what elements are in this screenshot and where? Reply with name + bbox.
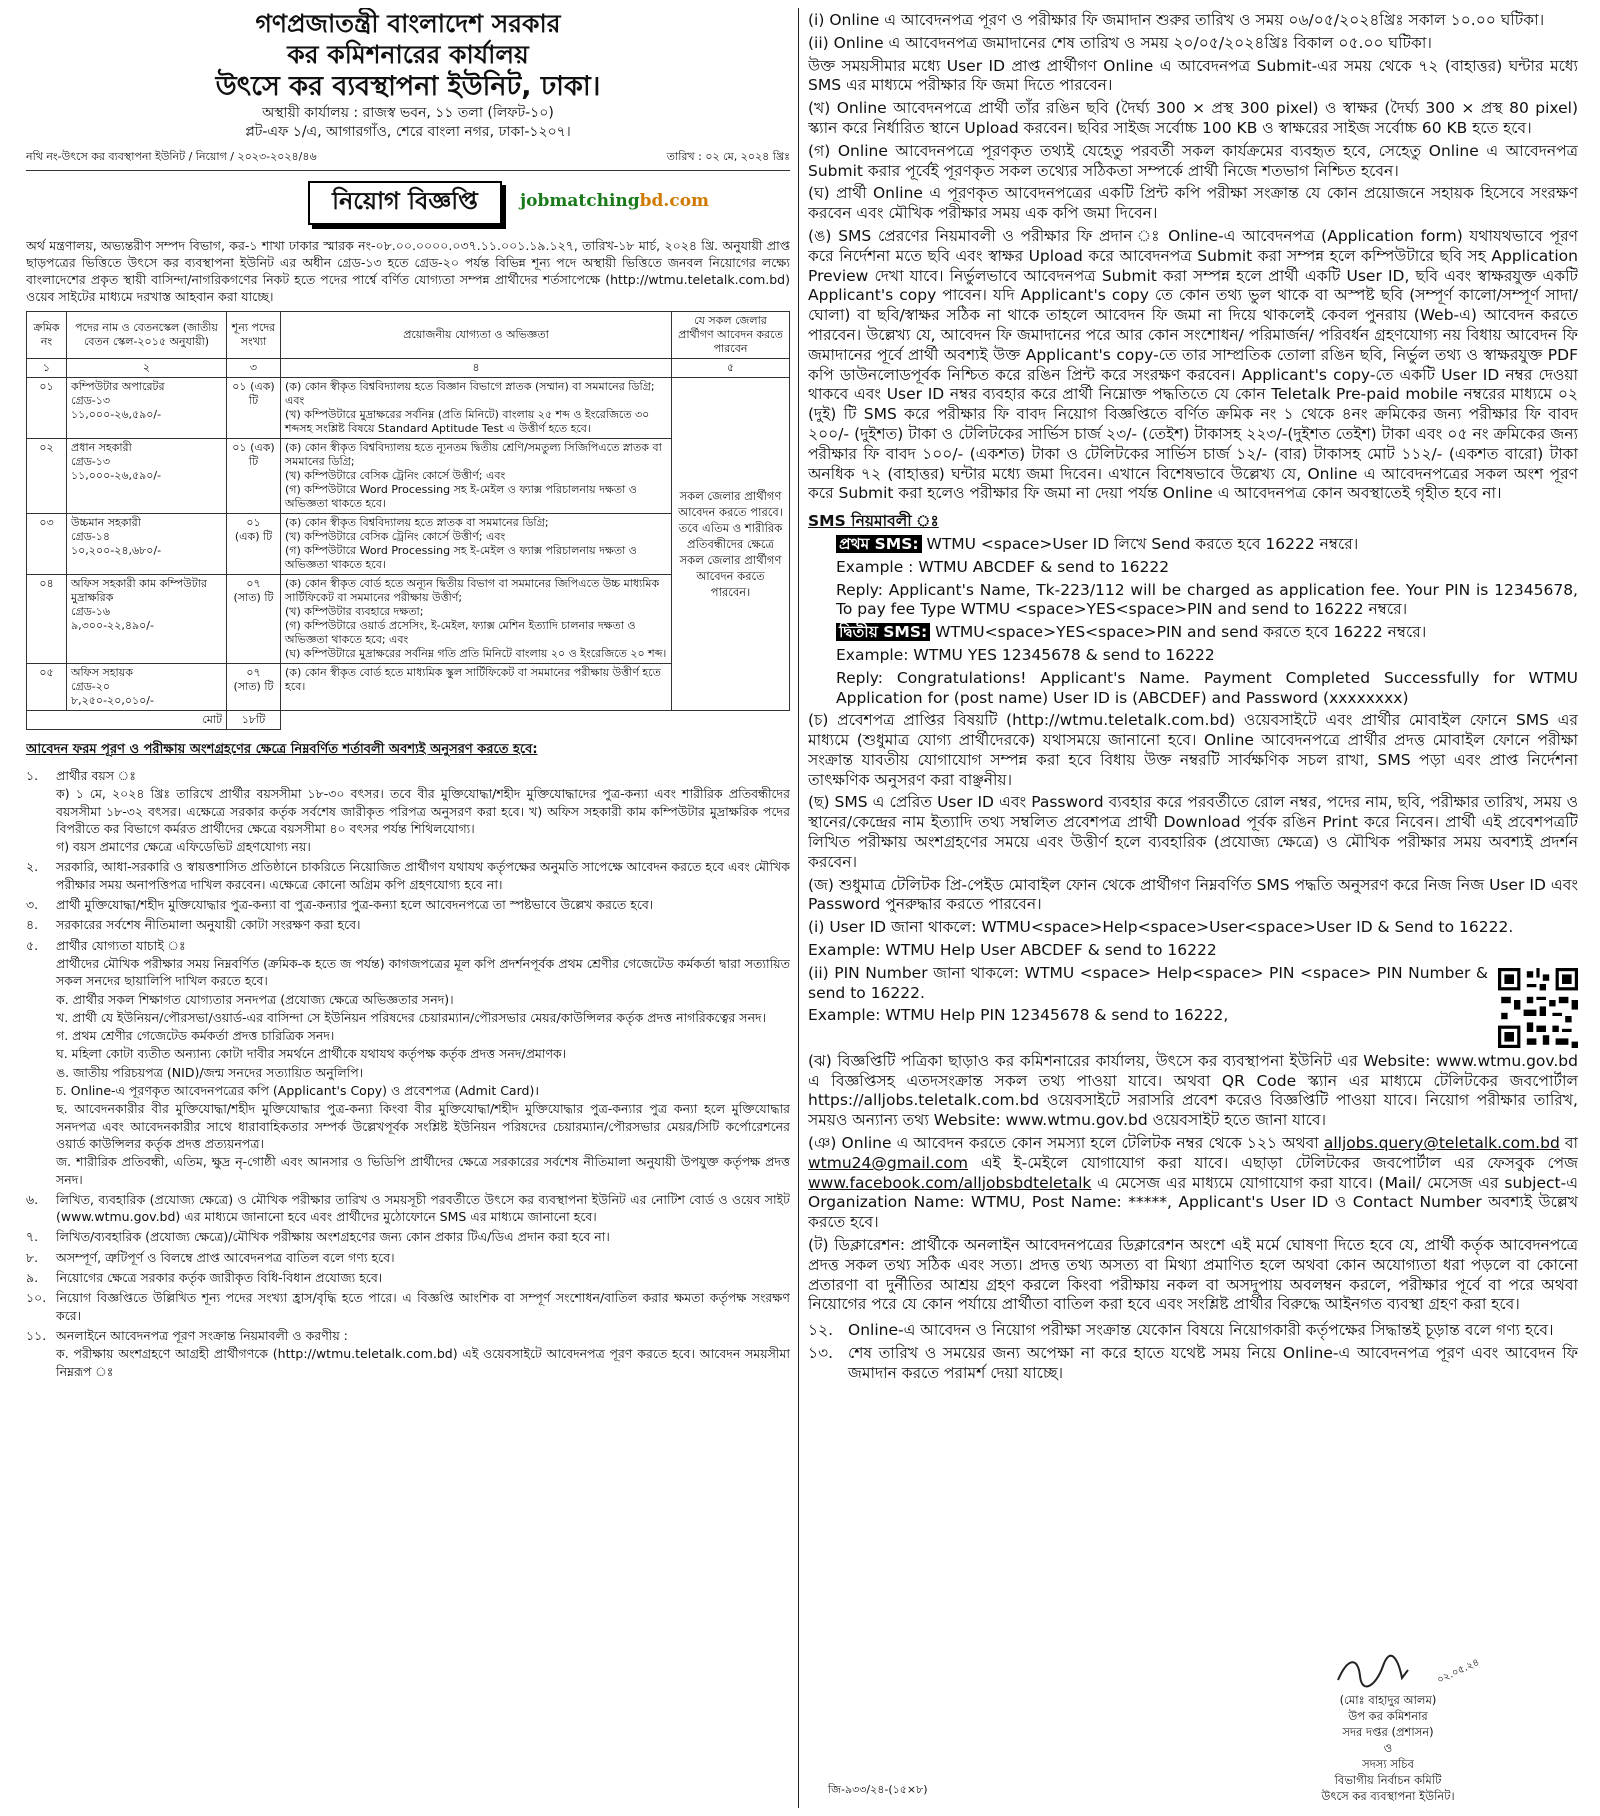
sms-rules [808, 535, 1578, 708]
contact-text-d: এ মেসেজ এর মাধ্যমে যোগাযোগ করা যাবে। (Mail/ মেসেজ এর subject-এ Organization Name: WTMU, Post Name: *****, Applicant's User ID ও Contact Number অবশ্যই উল্লেখ করতে হবে। [808, 1173, 1578, 1232]
title-row [26, 179, 790, 233]
row-requirement [281, 514, 672, 575]
th-requirement: প্রয়োজনীয় যোগ্যতা ও অভিজ্ঞতা [281, 312, 672, 359]
condition-item [26, 1228, 790, 1245]
condition-item [26, 916, 790, 933]
signer-title: উপ কর কমিশনার [1348, 1709, 1428, 1723]
post-grade: গ্রেড-১৩ [71, 455, 111, 468]
watermark-part-a: jobmatching [520, 191, 640, 211]
count: ০১ [246, 516, 261, 529]
row-serial: ০৫ [27, 664, 67, 711]
sms-second-example: Example: WTMU YES 12345678 & send to 16222 [836, 645, 1215, 664]
condition-text: নিয়োগের ক্ষেত্রে সরকার কর্তৃক জারীকৃত বিধি-বিধান প্রযোজ্য হবে। [56, 1270, 383, 1286]
data-accuracy-rule: (গ) Online আবেদনপত্রে পূরণকৃত তথ্যই যেহেতু পরবর্তী সকল কার্যক্রমের ব্যবহৃত হবে, সেহেতু Online এ আবেদনপত্র Submit করার পূর্বেই পূরণকৃত সকল তথ্যের সঠিকতা সম্পর্কে প্রার্থী নিজে শতভাগ নিশ্চিত হবেন। [808, 141, 1578, 180]
memo-number: নথি নং-উৎসে কর ব্যবস্থাপনা ইউনিট / নিয়োগ / ২০২৩-২০২৪/৪৬ [26, 150, 317, 163]
condition-text: লিখিত/ব্যবহারিক (প্রযোজ্য ক্ষেত্রে)/মৌখিক পরীক্ষায় অংশগ্রহণের জন্য কোন প্রকার টিএ/ডিএ প্রদান করা হবে না। [56, 1229, 610, 1245]
count-unit: টি [248, 455, 259, 468]
row-serial: ০৩ [27, 514, 67, 575]
sms-fee-rule: (ঙ) SMS প্রেরণের নিয়মাবলী ও পরীক্ষার ফি প্রদান ঃ Online-এ আবেদনপত্র (Application form) যথাযথভাবে পূরণ করে নির্দেশনা মতে ছবি এবং স্বাক্ষর Upload করে আবেদনপত্র Submit করা সম্পন্ন হলে কম্পিউটারে ছবি সহ Application Preview দেখা যাবে। নির্ভুলভাবে আবেদনপত্র Submit করা সম্পন্ন হলে প্রার্থী একটি User ID, ছবি এবং স্বাক্ষরযুক্ত একটি Applicant's copy পাবেন। যদি Applicant's copy তে কোন তথ্য ভুল থাকে বা অস্পষ্ট ছবি (সম্পূর্ণ কালো/সম্পূর্ণ সাদা/ঘোলা) বা ছবি/স্বাক্ষর সঠিক না থাকে তাহলে আবেদন ফি জমা না দিয়ে থাকলেই কেবল পুনরায় (Web-এ) আবেদন করতে পারবেন। উল্লেখ্য যে, আবেদন ফি জমাদানের পরে আর কোন সংশোধন/ পরিমার্জন/ পরিবর্ধন গ্রহণযোগ্য নয় বিধায় আবেদন ফি জমাদানের পূর্বে প্রার্থী অবশ্যই উক্ত Applicant's copy-তে তার সাম্প্রতিক তোলা রঙিন ছবি, নির্ভুল তথ্য ও স্বাক্ষরযুক্ত PDF কপি ডাউনলোডপূর্বক নিশ্চিত করে রঙিন প্রিন্ট করে সংরক্ষণ করবেন। Applicant's copy-তে একটি User ID নম্বর দেওয়া থাকবে এবং User ID নম্বর ব্যবহার করে প্রার্থী নিম্নোক্ত পদ্ধতিতে যে কোন Teletalk Pre-paid mobile নম্বরের মাধ্যমে ০২ (দুই) টি SMS করে পরীক্ষার ফি বাবদ নিয়োগ বিজ্ঞপ্তিতে বর্ণিত ক্রমিক নং ১ থেকে ৪নং ক্রমিকের জন্য পরীক্ষার ফি বাবদ ২০০/- (দুইশত) টাকা ও টেলিটকের সার্ভিস চার্জ ২৩/- (তেইশ) টাকাসহ ২২৩/-(দুইশত তেইশ) টাকা এবং ০৫ নং ক্রমিকের জন্য পরীক্ষার ফি বাবদ ১০০/- (একশত) টাকা ও টেলিটকের সার্ভিস চার্জ ১২/- (বার) টাকাসহ মোট ১১২/- (একশত বারো) টাকা অনধিক ৭২ (বাহাত্তর) ঘন্টার মধ্যে জমা দিবেন। এখানে বিশেষভাবে উল্লেখ্য যে, Online এ আবেদনপত্রের সকল অংশ পূরণ করে Submit করা হলেও পরীক্ষার ফি জমা না দেয়া পর্যন্ত Online এ আবেদনপত্র কোন অবস্থাতেই গৃহীত হবে না। [808, 226, 1578, 503]
download-admit-rule: (ছ) SMS এ প্রেরিত User ID এবং Password ব্যবহার করে পরবর্তীতে রোল নম্বর, পদের নাম, ছবি, পরীক্ষার তারিখ, সময় ও স্থানের/কেন্দ্রের নাম ইত্যাদি তথ্য সম্বলিত প্রবেশপত্র প্রার্থী Download পূর্বক রঙিন Print করে নিবেন। প্রার্থী এই প্রবেশপত্রটি লিখিত পরীক্ষায় অংশগ্রহণের সময়ে এবং উত্তীর্ণ হলে ব্যবহারিক (প্রযোজ্য ক্ষেত্রে) ও মৌখিক পরীক্ষার সময় অবশ্যই প্রদর্শন করবেন। [808, 793, 1578, 871]
sms-second-text: WTMU<space>YES<space>PIN and send করতে হবে 16222 নম্বরে। [930, 623, 1427, 642]
col-num: ৫ [672, 359, 790, 378]
support-email-link[interactable]: alljobs.query@teletalk.com.bd [1323, 1134, 1560, 1153]
condition-text: নিয়োগ বিজ্ঞপ্তিতে উল্লিখিত শূন্য পদের সংখ্যা হ্রাস/বৃদ্ধি হতে পারে। এ বিজ্ঞপ্তি আংশিক বা সম্পূর্ণ সংশোধন/বাতিল করার ক্ষমতা কর্তৃপক্ষ সংরক্ষণ করে। [56, 1290, 790, 1323]
condition-item [26, 896, 790, 913]
condition-item [26, 858, 790, 893]
post-pay: ১১,০০০-২৬,৫৯০/- [71, 408, 162, 421]
table-number-row [27, 359, 790, 378]
condition-number: ৬. [26, 1191, 39, 1207]
condition-number: ৮. [26, 1249, 39, 1265]
condition-number: ১১. [26, 1327, 47, 1343]
unit-name: উৎসে কর ব্যবস্থাপনা ইউনিট, ঢাকা। [215, 71, 601, 102]
signer-office: সদর দপ্তর (প্রশাসন) [1342, 1725, 1434, 1739]
row-count [227, 664, 281, 711]
condition-sub: ক. পরীক্ষায় অংশগ্রহণে আগ্রহী প্রার্থীগণকে (http://wtmu.teletalk.com.bd) এই ওয়েবসাইটে আবেদনপত্র পূরণ করতে হবে। আবেদন সময়সীমা নিম্নরূপ ঃ [56, 1346, 790, 1379]
signature-scribble-icon [1328, 1652, 1448, 1692]
post-pay: ৯,৩০০-২২,৪৯০/- [71, 619, 154, 632]
signer-unit: উৎসে কর ব্যবস্থাপনা ইউনিট। [1321, 1789, 1455, 1803]
condition-item [26, 1249, 790, 1266]
condition-number: ৫. [26, 937, 39, 953]
row-count [227, 514, 281, 575]
row-serial: ০২ [27, 439, 67, 514]
row-count [227, 575, 281, 664]
total-label: মোট [27, 711, 227, 730]
column-divider [798, 8, 799, 1808]
condition-number: ৯. [26, 1270, 39, 1286]
govt-name: গণপ্রজাতন্ত্রী বাংলাদেশ সরকার [255, 9, 561, 38]
condition-sub: জ. শারীরিক প্রতিবন্ধী, এতিম, ক্ষুদ্র নৃ-গোষ্ঠী এবং আনসার ও ভিডিপি প্রার্থীদের ক্ষেত্রে সরকারের সর্বশেষ নীতিমালা অনুযায়ী উপযুক্ত কর্তৃপক্ষ প্রদত্ত সনদ। [56, 1154, 790, 1187]
condition-sub: চ. Online-এ পূরণকৃত আবেদনপত্রের কপি (Applicant's Copy) ও প্রবেশপত্র (Admit Card)। [56, 1083, 540, 1099]
condition-item [26, 937, 790, 954]
notice-title: নিয়োগ বিজ্ঞপ্তি [308, 181, 502, 225]
post-grade: গ্রেড-১৩ [71, 394, 111, 407]
condition-item [26, 1327, 790, 1344]
sms-second-reply: Reply: Congratulations! Applicant's Name. Payment Completed Successfully for WTMU Application for (post name) User ID is (ABCDEF) and Password (xxxxxxxx) [836, 668, 1578, 707]
admit-card-rule: (চ) প্রবেশপত্র প্রাপ্তির বিষয়টি (http://wtmu.teletalk.com.bd) ওয়েবসাইটে এবং প্রার্থীর মোবাইল ফোনে SMS এর মাধ্যমে (শুধুমাত্র যোগ্য প্রার্থীদেরকে) যথাসময়ে জানানো হবে। Online আবেদনপত্রে প্রার্থীর প্রদত্ত মোবাইল ফোনে পরীক্ষা সংক্রান্ত যাবতীয় যোগাযোগ সম্পন্ন করা হবে বিধায় উক্ত নম্বরটি সার্বক্ষণিক সচল রাখা, SMS পড়া এবং প্রাপ্ত নির্দেশনা তাৎক্ষণিক অনুসরণ করা বাঞ্ছনীয়। [808, 711, 1578, 789]
table-header-row [27, 312, 790, 359]
row-serial: ০৪ [27, 575, 67, 664]
post-pay: ১১,০০০-২৬,৫৯০/- [71, 469, 162, 482]
condition-number: ৩. [26, 897, 39, 913]
sms-second-label: দ্বিতীয় SMS: [836, 623, 930, 641]
sms-first-text: WTMU <space>User ID লিখে Send করতে হবে 16222 নম্বরে। [921, 534, 1359, 553]
row-post [67, 575, 227, 664]
row-post [67, 514, 227, 575]
watermark-logo [520, 191, 709, 211]
condition-text: প্রার্থী মুক্তিযোদ্ধা/শহীদ মুক্তিযোদ্ধার পুত্র-কন্যা বা পুত্র-কন্যার পুত্র-কন্যা হলে আবেদনপত্রে তা স্পষ্টভাবে উল্লেখ করতে হবে। [56, 897, 654, 913]
th-districts: যে সকল জেলার প্রার্থীগণ আবেদন করতে পারবেন [672, 312, 790, 359]
condition-text: শেষ তারিখ ও সময়ের জন্য অপেক্ষা না করে হাতে যথেষ্ট সময় নিয়ে Online-এ আবেদনপত্র পূরণ এবং আবেদন ফি জমাদান করতে পরামর্শ দেয়া যাচ্ছে। [848, 1344, 1578, 1382]
declaration-rule: (ট) ডিক্লারেশন: প্রার্থীকে অনলাইন আবেদনপত্রের ডিক্লারেশন অংশে এই মর্মে ঘোষণা দিতে হবে যে, প্রার্থী কর্তৃক আবেদনপত্রে প্রদত্ত সকল তথ্য সঠিক এবং সত্য। প্রদত্ত তথ্য অসত্য বা মিথ্যা প্রমাণিত হলে অথবা কোন অযোগ্যতা ধরা পড়লে বা কোনো প্রতারণা বা দুর্নীতির আশ্রয় গ্রহণ করলে কিংবা পরীক্ষায় নকল বা অসদুপায় অবলম্বন করলে, পরীক্ষার পূর্বে বা পরে অথবা নিয়োগের পরে যে কোন পর্যায়ে প্রার্থীতা বাতিল করা হবে এবং সংশ্লিষ্ট প্রার্থীর বিরুদ্ধে আইনগত ব্যবস্থা গ্রহণ করা হবে। [808, 1236, 1578, 1314]
signature-mark [1258, 1652, 1518, 1692]
wtmu-email-link[interactable]: wtmu24@gmail.com [808, 1153, 968, 1172]
post-name: কম্পিউটার অপারেটর [71, 380, 165, 393]
condition-item [26, 1191, 790, 1226]
condition-text: অসম্পূর্ণ, ত্রুটিপূর্ণ ও বিলম্বে প্রাপ্ত আবেদনপত্র বাতিল বলে গণ্য হবে। [56, 1249, 395, 1265]
condition-number: ২. [26, 859, 39, 875]
count-unit: (এক) টি [234, 530, 273, 543]
temp-office: অস্থায়ী কার্যালয় : রাজস্ব ভবন, ১১ তলা (লিফট-১০) [262, 105, 554, 121]
row-serial: ০১ [27, 378, 67, 439]
signature-block [1258, 1652, 1518, 1804]
row-post [67, 378, 227, 439]
condition-item [26, 767, 790, 784]
req-item: (ঘ) কম্পিউটারে মুদ্রাক্ষরের সর্বনিম্ন গতি প্রতি মিনিটে বাংলায় ২০ ও ইংরেজিতে ২০ শব্দ। [285, 647, 667, 660]
post-name: অফিস সহায়ক [71, 666, 133, 679]
req-item: (খ) কম্পিউটারে বেসিক ট্রেনিং কোর্সে উত্তীর্ণ; এবং [285, 469, 506, 482]
recover-pin-block [808, 964, 1578, 1004]
website-info: (ঝ) বিজ্ঞপ্তিটি পত্রিকা ছাড়াও কর কমিশনারের কার্যালয়, উৎসে কর ব্যবস্থাপনা ইউনিট এর Website: www.wtmu.gov.bd এ বিজ্ঞপ্তিসহ এতদসংক্রান্ত সকল তথ্য পাওয়া যাবে। অথবা QR Code স্ক্যান এর মাধ্যমে টেলিটকের জবপোর্টাল https://alljobs.teletalk.com.bd ওয়েবসাইটে সরাসরি প্রবেশ করেও বিজ্ঞপ্তিটি পাওয়া যাবে। নিয়োগ পরীক্ষার তারিখ, সময়ও অন্যান্য তথ্য Website: www.wtmu.gov.bd ওয়েবসাইট হতে জানা যাবে। [808, 1051, 1578, 1130]
req-item: (ক) কোন স্বীকৃত বোর্ড হতে মাধ্যমিক স্কুল সার্টিফিকেট বা সমমানের পরীক্ষায় উত্তীর্ণ হতে হবে। [285, 666, 661, 693]
req-item: (ক) কোন স্বীকৃত বোর্ড হতে অন্যূন দ্বিতীয় বিভাগ বা সমমানের জিপিএতে উচ্চ মাধ্যমিক সার্টিফিকেট বা সমমানের পরীক্ষায় উত্তীর্ণ; [285, 577, 660, 604]
condition-number: ১. [26, 768, 39, 783]
application-start: (i) Online এ আবেদনপত্র পূরণ ও পরীক্ষার ফি জমাদান শুরুর তারিখ ও সময় ০৬/০৫/২০২৪খ্রিঃ সকাল ১০.০০ ঘটিকা। [808, 11, 1545, 29]
th-count: শূন্য পদের সংখ্যা [227, 312, 281, 359]
condition-number: ৪. [26, 917, 39, 933]
condition-number: ১৩. [808, 1344, 834, 1363]
recover-userid: (i) User ID জানা থাকলে: WTMU<space>Help<space>User<space>User ID & Send to 16222. [808, 918, 1514, 937]
row-count [227, 439, 281, 514]
conditions-list [26, 767, 790, 1380]
recovery-rule: (জ) শুধুমাত্র টেলিটক প্রি-পেইড মোবাইল ফোন থেকে প্রার্থীগণ নিম্নবর্ণিত SMS পদ্ধতি অনুসরণ করে নিজ নিজ User ID এবং Password পুনরুদ্ধার করতে পারবেন। [808, 875, 1578, 914]
condition-sub: গ. প্রথম শ্রেণীর গেজেটেড কর্মকর্তা প্রদত্ত চারিত্রিক সনদ। [56, 1028, 335, 1044]
condition-text: সরকারি, আধা-সরকারি ও স্বায়ত্তশাসিত প্রতিষ্ঠানে চাকরিতে নিয়োজিত প্রার্থীগণ যথাযথ কর্তৃপক্ষের অনুমতি সাপেক্ষে আবেদন করতে হবে এবং মৌখিক পরীক্ষার সময় অনাপত্তিপত্র দাখিল করবেন। এক্ষেত্রে কোনো অগ্রিম কপি গ্রহণযোগ্য হবে না। [56, 859, 790, 892]
signature-date: ০২.০৫.২৪ [1435, 1656, 1482, 1687]
watermark-part-b: bd.com [639, 191, 710, 211]
condition-item [26, 1289, 790, 1324]
condition-item [808, 1344, 1578, 1384]
post-name: অফিস সহকারী কাম কম্পিউটার মুদ্রাক্ষরিক [71, 577, 207, 604]
th-post: পদের নাম ও বেতনস্কেল (জাতীয় বেতন স্কেল-২০১৫ অনুযায়ী) [67, 312, 227, 359]
condition-number: ৭. [26, 1229, 39, 1245]
condition-sub: খ. প্রার্থী যে ইউনিয়ন/পৌরসভা/ওয়ার্ড-এর বাসিন্দা সে ইউনিয়ন পরিষদের চেয়ারম্যান/পৌরসভার মেয়র/কাউন্সিলর কর্তৃক প্রদত্ত নাগরিকত্বের সনদ। [56, 1009, 767, 1025]
req-item: (খ) কম্পিউটারে মুদ্রাক্ষরের সর্বনিম্ন (প্রতি মিনিটে) বাংলায় ২৫ শব্দ ও ইংরেজিতে ৩০ শব্দসহ সংশ্লিষ্ট বিষয়ে Standard Aptitude Test এ উত্তীর্ণ হতে হবে। [285, 408, 650, 435]
sms-first-example: Example : WTMU ABCDEF & send to 16222 [836, 557, 1170, 576]
recover-pin: (ii) PIN Number জানা থাকলে: WTMU <space> Help<space> PIN <space> PIN Number & send to 16222. [808, 963, 1488, 1002]
row-requirement [281, 439, 672, 514]
total-filler [281, 711, 790, 730]
contact-info [808, 1134, 1578, 1233]
req-item: (ক) কোন স্বীকৃত বিশ্ববিদ্যালয় হতে স্নাতক বা সমমানের ডিগ্রি; [285, 516, 549, 529]
col-num: ৩ [227, 359, 281, 378]
condition-sub: ক. প্রার্থীর সকল শিক্ষাগত যোগ্যতার সনদপত্র (প্রযোজ্য ক্ষেত্রে অভিজ্ঞতার সনদ)। [56, 991, 454, 1007]
conditions-title: আবেদন ফরম পূরণ ও পরীক্ষায় অংশগ্রহণের ক্ষেত্রে নিম্নবর্ণিত শর্তাবলী অবশ্যই অনুসরণ করতে হবে: [26, 742, 538, 757]
post-grade: গ্রেড-২০ [71, 680, 111, 693]
posts-table [26, 311, 790, 730]
photo-upload-rule: (খ) Online আবেদনপত্রে প্রার্থী তাঁর রঙিন ছবি (দৈর্ঘ্য 300 × প্রস্থ 300 pixel) ও স্বাক্ষর (দৈর্ঘ্য 300 × প্রস্থ 80 pixel) স্ক্যান করে নির্ধারিত স্থানে Upload করবেন। ছবির সাইজ সর্বোচ্চ 100 KB ও স্বাক্ষরের সাইজ সর্বোচ্চ 60 KB হতে হবে। [808, 99, 1578, 137]
signer-committee: বিভাগীয় নির্বাচন কমিটি [1334, 1773, 1442, 1787]
online-instructions [808, 11, 1578, 1384]
application-deadline: (ii) Online এ আবেদনপত্র জমাদানের শেষ তারিখ ও সময় ২০/০৫/২০২৪খ্রিঃ বিকাল ০৫.০০ ঘটিকা। [808, 33, 1432, 52]
req-item: (খ) কম্পিউটারে বেসিক ট্রেনিং কোর্সে উত্তীর্ণ; এবং [285, 530, 506, 543]
post-pay: ৮,২৫০-২০,০১০/- [71, 694, 154, 707]
eligible-districts: সকল জেলার প্রার্থীগণ আবেদন করতে পারবে। তবে এতিম ও শারীরিক প্রতিবন্ধীদের ক্ষেত্রে সকল জেলার প্রার্থীগণ আবেদন করতে পারবেন। [672, 378, 790, 711]
post-name: উচ্চমান সহকারী [71, 516, 141, 529]
count-unit: (সাত) টি [233, 680, 274, 693]
condition-sub: ছ. আবেদনকারীর বীর মুক্তিযোদ্ধা/শহীদ মুক্তিযোদ্ধার পুত্র-কন্যা কিংবা বীর মুক্তিযোদ্ধা/শহীদ মুক্তিযোদ্ধার পুত্র-কন্যার পুত্র কন্যা হলে মুক্তিযোদ্ধার সনদপত্র এবং আবেদনকারীর সাথে ধারাবাহিকতার সম্পর্ক উল্লেখপূর্বক সংশ্লিষ্ট ইউনিয়ন পরিষদের চেয়ারম্যান/পৌরসভার মেয়র/সিটি কর্পোরেশনের ওয়ার্ড কাউন্সিলর কর্তৃক প্রদত্ত প্রত্যয়নপত্র। [56, 1101, 790, 1151]
th-serial: ক্রমিক নং [27, 312, 67, 359]
recover-userid-example: Example: WTMU Help User ABCDEF & send to 16222 [808, 941, 1217, 960]
col-num: ১ [27, 359, 67, 378]
office-name: কর কমিশনারের কার্যালয় [287, 40, 529, 69]
memo-date: তারিখ : ০২ মে, ২০২৪ খ্রিঃ [666, 150, 790, 163]
post-pay: ১০,২০০-২৪,৬৮০/- [71, 544, 162, 557]
print-code: জি-৯৩৩/২৪-(১৫×৮) [828, 1783, 928, 1796]
contact-text-b: বা [1559, 1134, 1578, 1153]
count: ০৭ [246, 666, 261, 679]
col-num: ৪ [281, 359, 672, 378]
req-item: (গ) কম্পিউটারে ওয়ার্ড প্রসেসিং, ই-মেইল, ফ্যাক্স মেশিন ইত্যাদি চালনার দক্ষতা ও অভিজ্ঞতা থাকতে হবে; এবং [285, 619, 636, 646]
condition-text: সরকারের সর্বশেষ নীতিমালা অনুযায়ী কোটা সংরক্ষণ করা হবে। [56, 917, 361, 933]
intro-paragraph: অর্থ মন্ত্রণালয়, অভ্যন্তরীণ সম্পদ বিভাগ, কর-১ শাখা ঢাকার স্মারক নং-০৮.০০.০০০০.০৩৭.১১.০০১.১৯.১২৭, তারিখ-১৮ মার্চ, ২০২৪ খ্রি. অনুযায়ী প্রাপ্ত ছাড়পত্রের ভিত্তিতে উৎসে কর ব্যবস্থাপনা ইউনিট এর অধীন গ্রেড-১৩ হতে গ্রেড-২০ পর্যন্ত বিভিন্ন শূন্য পদে অস্থায়ী ভিত্তিতে জনবল নিয়োগের লক্ষ্যে বাংলাদেশের প্রকৃত স্থায়ী বাসিন্দা/নাগরিকগণের নিকট হতে পদের পার্শ্বে বর্ণিত যোগ্যতা সম্পন্ন প্রার্থীদের শর্তসাপেক্ষে (http://wtmu.teletalk.com.bd) ওয়েব সাইটের মাধ্যমে দরখাস্ত আহবান করা যাচ্ছে। [26, 238, 790, 304]
post-grade: গ্রেড-১৪ [71, 530, 111, 543]
right-column [808, 8, 1578, 1808]
post-name: প্রধান সহকারী [71, 441, 132, 454]
recover-pin-example: Example: WTMU Help PIN 12345678 & send to 16222, [808, 1006, 1229, 1025]
table-total-row [27, 711, 790, 730]
condition-text: অনলাইনে আবেদনপত্র পূরণ সংক্রান্ত নিয়মাবলী ও করণীয় : [56, 1327, 348, 1343]
signer-name: (মোঃ বাহাদুর আলম) [1339, 1693, 1437, 1707]
total-value: ১৮টি [227, 711, 281, 730]
row-post [67, 664, 227, 711]
sms-first-reply: Reply: Applicant's Name, Tk-223/112 will be charged as application fee. Your PIN is 12345678, To pay fee Type WTMU <space>YES<space>PIN and send to 16222 নম্বরে। [836, 580, 1578, 619]
sms-first-label: প্রথম SMS: [836, 535, 922, 553]
facebook-link[interactable]: www.facebook.com/alljobsbdteletalk [808, 1173, 1092, 1192]
post-grade: গ্রেড-১৬ [71, 605, 111, 618]
sms-rules-heading: SMS নিয়মাবলী ঃ [808, 512, 939, 531]
memo-line [26, 148, 790, 171]
condition-sub: প্রার্থীদের মৌখিক পরীক্ষার সময় নিম্নবর্ণিত (ক্রমিক-ক হতে জ পর্যন্ত) কাগজপত্রের মূল কপি প্রদর্শনপূর্বক প্রথম শ্রেণীর গেজেটেড কর্মকর্তা দ্বারা সত্যায়িত সকল সনদের ছায়ালিপি দাখিল করতে হবে। [56, 955, 790, 989]
count: ০১ (এক) [232, 380, 275, 393]
count-unit: টি [248, 394, 259, 407]
print-copy-rule: (ঘ) প্রার্থী Online এ পূরণকৃত আবেদনপত্রের একটি প্রিন্ট কপি পরীক্ষা সংক্রান্ত যে কোন প্রয়োজনে সহায়ক হিসেবে সংরক্ষণ করবেন এবং মৌখিক পরীক্ষার সময় এক কপি জমা দিবেন। [808, 184, 1578, 223]
req-item: (ক) কোন স্বীকৃত বিশ্ববিদ্যালয় হতে ন্যূনতম দ্বিতীয় শ্রেণি/সমতুল্য সিজিপিএতে স্নাতক বা সমমানের ডিগ্রি; [285, 441, 662, 468]
count: ০১ (এক) [232, 441, 275, 454]
req-item: (গ) কম্পিউটারে Word Processing সহ ই-মেইল ও ফ্যাক্স পরিচালনায় দক্ষতা ও অভিজ্ঞতা থাকতে হবে। [285, 544, 637, 571]
sms-first [836, 535, 1578, 555]
req-item: (খ) কম্পিউটার ব্যবহারে দক্ষতা; [285, 605, 424, 618]
req-item: (গ) কম্পিউটারে Word Processing সহ ই-মেইল ও ফ্যাক্স পরিচালনায় দক্ষতা ও অভিজ্ঞতা থাকতে হবে। [285, 483, 637, 510]
contact-text-a: (ঞ) Online এ আবেদন করতে কোন সমস্যা হলে টেলিটক নম্বর থেকে ১২১ অথবা [808, 1134, 1319, 1153]
qr-code-icon[interactable] [1498, 968, 1578, 1048]
row-post [67, 439, 227, 514]
condition-sub: গ) বয়স প্রমাণের ক্ষেত্রে এফিডেভিট গ্রহণযোগ্য নয়। [56, 839, 311, 855]
condition-text: Online-এ আবেদন ও নিয়োগ পরীক্ষা সংক্রান্ত যেকোন বিষয়ে নিয়োগকারী কর্তৃপক্ষের সিদ্ধান্তই চূড়ান্ত বলে গণ্য হবে। [848, 1321, 1554, 1340]
fee-window-note: উক্ত সময়সীমার মধ্যে User ID প্রাপ্ত প্রার্থীগণ Online এ আবেদনপত্র Submit-এর সময় থেকে ৭২ (বাহাত্তর) ঘন্টার মধ্যে SMS এর মাধ্যমে পরীক্ষার ফি জমা দিতে পারবেন। [808, 56, 1578, 95]
signer-conj: ও [1383, 1741, 1393, 1755]
condition-sub: ক) ১ মে, ২০২৪ খ্রিঃ তারিখে প্রার্থীর বয়সসীমা ১৮-৩০ বৎসর। তবে বীর মুক্তিযোদ্ধা/শহীদ মুক্তিযোদ্ধাদের পুত্র-কন্যা এবং শারীরিক প্রতিবন্ধীদের বয়সসীমা ১৮-৩২ বৎসর। এক্ষেত্রে সরকার কর্তৃক সর্বশেষ জারীকৃত পরিপত্র অনুসরণ করা হবে। খ) অফিস সহকারী কাম কম্পিউটার মুদ্রাক্ষরিক পদের বিপরীতে কর বিভাগে কর্মরত প্রার্থীদের ক্ষেত্রে বয়সসীমা ৪০ বৎসর পর্যন্ত শিথিলযোগ্য। [56, 786, 790, 836]
condition-text: লিখিত, ব্যবহারিক (প্রযোজ্য ক্ষেত্রে) ও মৌখিক পরীক্ষার তারিখ ও সময়সূচী পরবর্তীতে উৎসে কর ব্যবস্থাপনা ইউনিট এর নোটিশ বোর্ড ও ওয়েব সাইট (www.wtmu.gov.bd) এর মাধ্যমে জানানো হবে এবং প্রার্থীদের মুঠোফোনে SMS এর মাধ্যমে জানানো হবে। [56, 1191, 790, 1225]
condition-number: ১০. [26, 1290, 47, 1306]
table-row [27, 378, 790, 439]
condition-sub: ঘ. মহিলা কোটা ব্যতীত অন্যান্য কোটা দাবীর সমর্থনে প্রার্থীকে যথাযথ কর্তৃপক্ষ কর্তৃক প্রদত্ত সনদ/প্রমাণক। [56, 1046, 567, 1062]
row-requirement [281, 664, 672, 711]
condition-number: ১২. [808, 1321, 834, 1340]
count: ০৭ [246, 577, 261, 590]
row-requirement [281, 575, 672, 664]
col-num: ২ [67, 359, 227, 378]
signer-role: সদস্য সচিব [1362, 1757, 1414, 1771]
left-column [26, 8, 790, 1808]
contact-text-c: এই ই-মেইলে যোগাযোগ করা যাবে। এছাড়া টেলিটকের জবপোর্টাল এর ফেসবুক পেজ [967, 1153, 1578, 1172]
count-unit: (সাত) টি [233, 591, 274, 604]
condition-text: প্রার্থীর যোগ্যতা যাচাই ঃ [56, 937, 186, 953]
req-item: (ক) কোন স্বীকৃত বিশ্ববিদ্যালয় হতে বিজ্ঞান বিভাগে স্নাতক (সম্মান) বা সমমানের ডিগ্রি; এবং [285, 380, 655, 407]
row-requirement [281, 378, 672, 439]
condition-sub: ঙ. জাতীয় পরিচয়পত্র (NID)/জন্ম সনদের সত্যায়িত অনুলিপি। [56, 1064, 364, 1080]
row-count [227, 378, 281, 439]
office-address: প্লট-এফ ১/এ, আগারগাঁও, শেরে বাংলা নগর, ঢাকা-১২০৭। [245, 124, 571, 140]
condition-item [26, 1269, 790, 1286]
sms-second [836, 623, 1578, 643]
condition-item [808, 1321, 1578, 1341]
condition-text: প্রার্থীর বয়স ঃ [56, 768, 136, 783]
